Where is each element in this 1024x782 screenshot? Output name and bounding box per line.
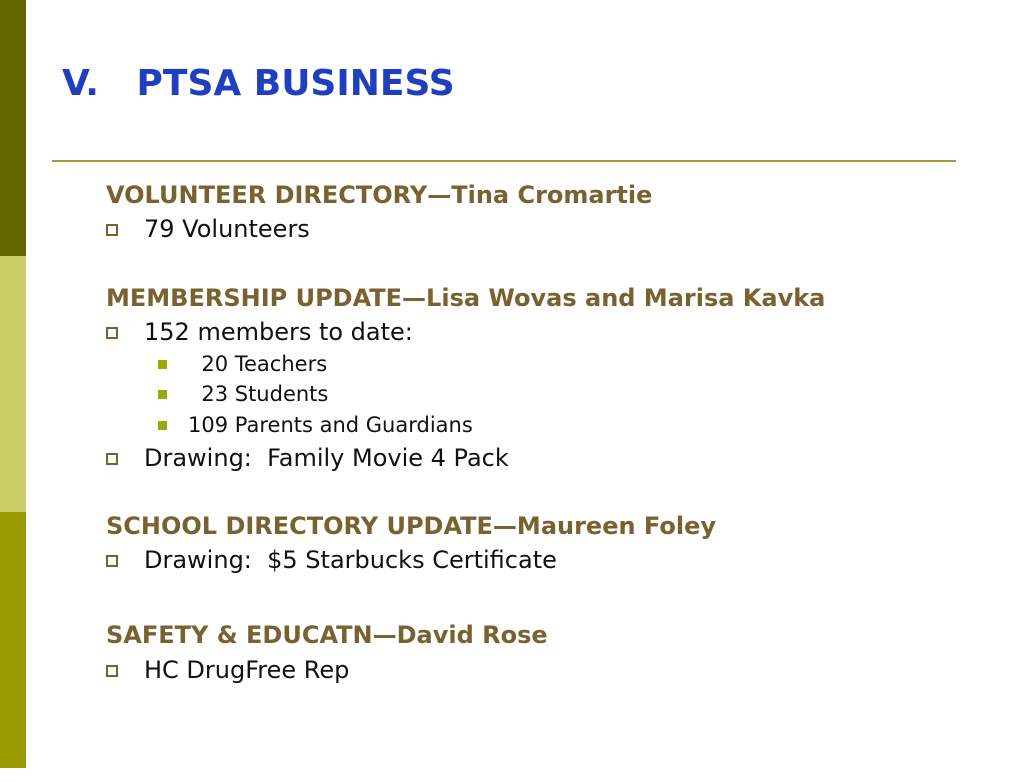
filled-square-bullet-icon xyxy=(158,390,167,399)
bullet-text: 79 Volunteers xyxy=(144,215,310,243)
hollow-square-bullet-icon xyxy=(106,555,118,567)
bullet-text: Drawing: Family Movie 4 Pack xyxy=(144,444,509,472)
sub-bullet-text: 20 Teachers xyxy=(188,352,328,376)
hollow-square-bullet-icon xyxy=(106,327,118,339)
bullet-text: HC DrugFree Rep xyxy=(144,656,350,684)
section-heading-volunteer-directory: VOLUNTEER DIRECTORY—Tina Cromartie xyxy=(106,181,653,209)
bullet-text: Drawing: $5 Starbucks Certificate xyxy=(144,546,557,574)
filled-square-bullet-icon xyxy=(158,421,167,430)
section-heading-safety-education: SAFETY & EDUCATN—David Rose xyxy=(106,621,548,649)
section-heading-school-directory-update: SCHOOL DIRECTORY UPDATE—Maureen Foley xyxy=(106,512,716,540)
section-heading-membership-update: MEMBERSHIP UPDATE—Lisa Wovas and Marisa Kavka xyxy=(106,284,826,312)
filled-square-bullet-icon xyxy=(158,360,167,369)
hollow-square-bullet-icon xyxy=(106,665,118,677)
hollow-square-bullet-icon xyxy=(106,224,118,236)
slide-title: V. PTSA BUSINESS xyxy=(62,63,455,104)
sub-bullet-text: 23 Students xyxy=(188,382,329,406)
bullet-text: 152 members to date: xyxy=(144,318,413,346)
sub-bullet-text: 109 Parents and Guardians xyxy=(188,413,473,437)
bullet-item xyxy=(106,654,350,782)
hollow-square-bullet-icon xyxy=(106,453,118,465)
